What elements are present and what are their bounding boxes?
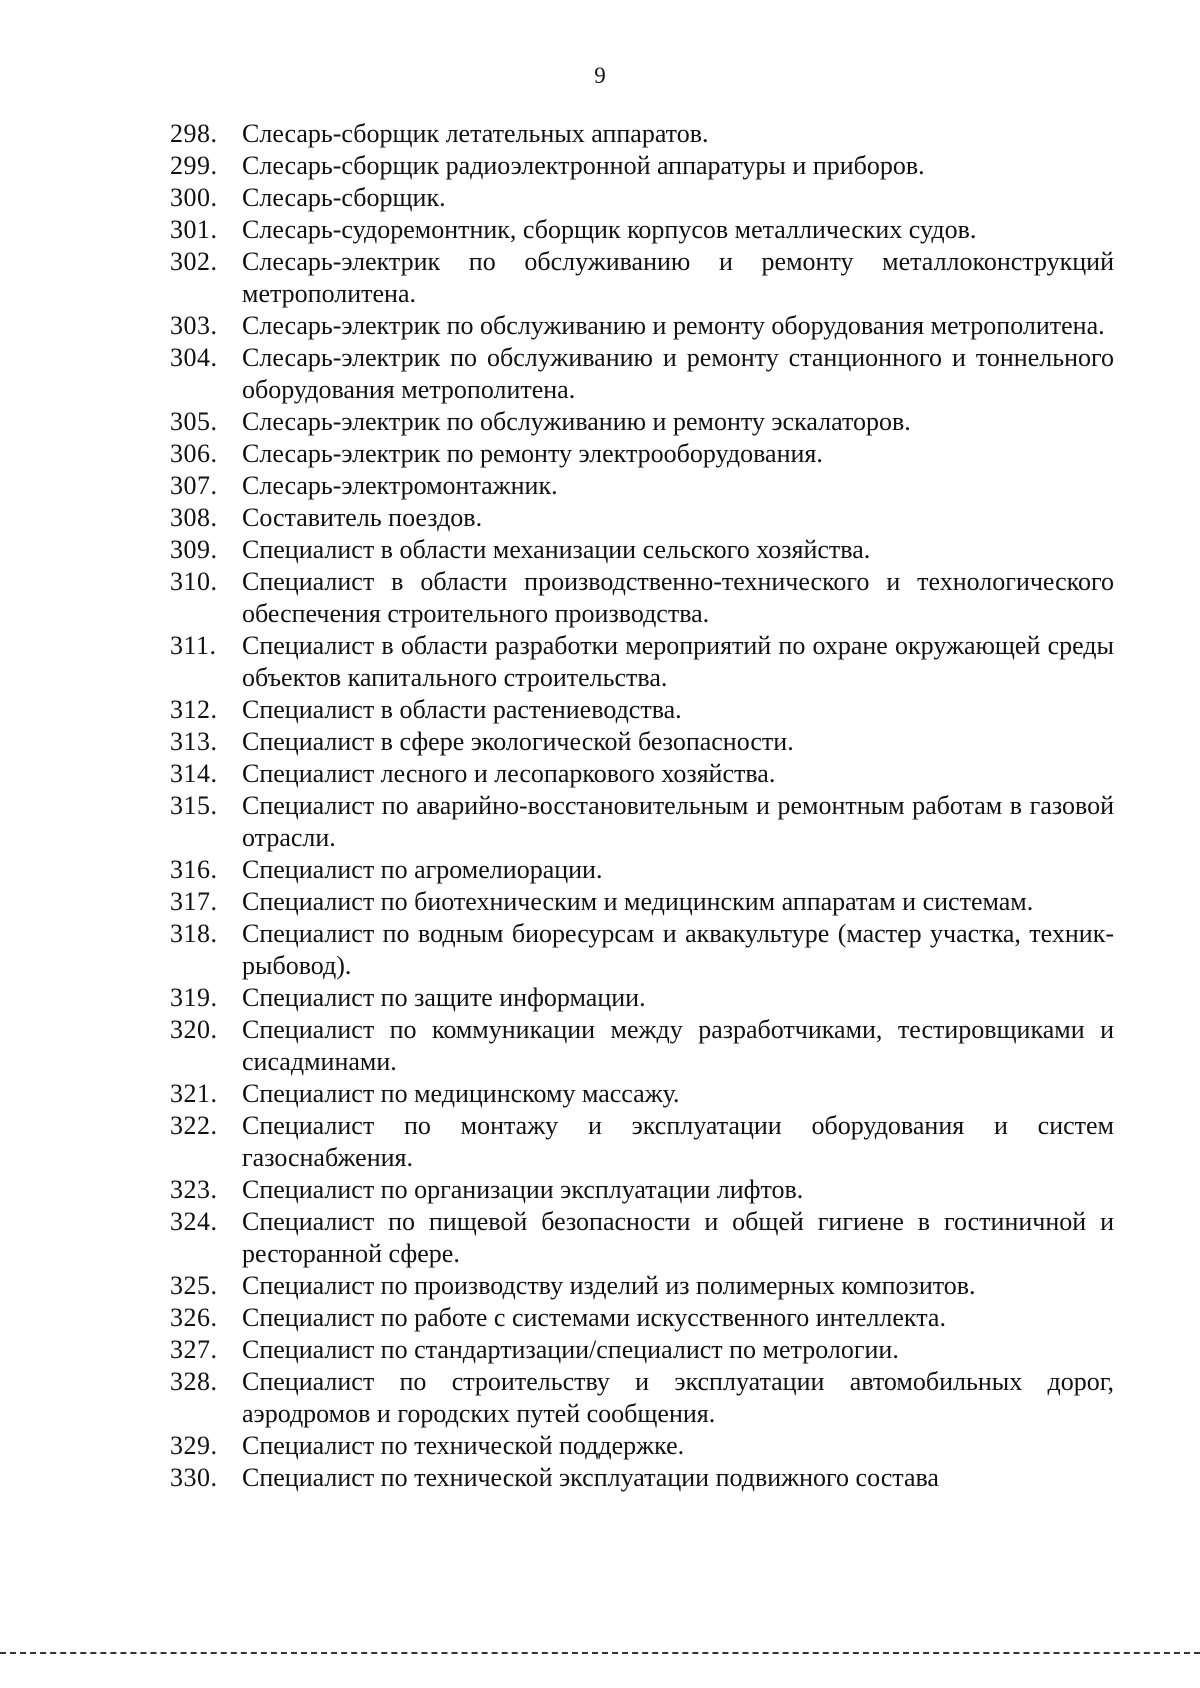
list-item-number: 320. [170,1015,218,1044]
list-item-number: 302. [170,247,218,276]
list-item-number: 301. [170,215,218,244]
list-item-text: Специалист в области разработки мероприятий по охране окружающей среды объектов капитального строительства. [242,631,1114,692]
list-item-text: Специалист в сфере экологической безопасности. [242,727,794,756]
list-item-text: Специалист по стандартизации/специалист по метрологии. [242,1335,899,1364]
list-item-number: 321. [170,1079,218,1108]
list-item-text: Специалист по работе с системами искусственного интеллекта. [242,1303,946,1332]
list-item-text: Специалист в области производственно-технического и технологического обеспечения строительного производства. [242,567,1114,628]
list-item [170,726,1114,758]
list-item-number: 308. [170,503,218,532]
list-item [170,406,1114,438]
list-item-number: 298. [170,119,218,148]
list-item-number: 328. [170,1367,218,1396]
list-item-number: 329. [170,1431,218,1460]
list-item-number: 307. [170,471,218,500]
list-item [170,1462,1114,1494]
list-item [170,918,1114,982]
list-item-number: 322. [170,1111,218,1140]
list-item-text: Специалист по технической поддержке. [242,1431,685,1460]
list-item-number: 304. [170,343,218,372]
list-item-text: Слесарь-судоремонтник, сборщик корпусов металлических судов. [242,215,977,244]
list-item-number: 323. [170,1175,218,1204]
page-number: 9 [594,63,606,88]
list-item-text: Специалист по организации эксплуатации лифтов. [242,1175,804,1204]
list-item-text: Специалист по агромелиорации. [242,855,603,884]
list-item-number: 299. [170,151,218,180]
list-item [170,342,1114,406]
list-item [170,118,1114,150]
list-item [170,566,1114,630]
list-item [170,246,1114,310]
list-item-text: Слесарь-электрик по обслуживанию и ремонту металлоконструкций метрополитена. [242,247,1114,308]
list-item-number: 311. [170,631,217,660]
list-item-number: 310. [170,567,218,596]
list-item [170,1174,1114,1206]
list-item-number: 314. [170,759,218,788]
list-item [170,1110,1114,1174]
list-item [170,790,1114,854]
list-item [170,1206,1114,1270]
list-item [170,1302,1114,1334]
list-item [170,694,1114,726]
list-item-text: Слесарь-электрик по обслуживанию и ремонту эскалаторов. [242,407,911,436]
list-item-number: 313. [170,727,218,756]
list-item-text: Специалист по строительству и эксплуатации автомобильных дорог, аэродромов и городских путей сообщения. [242,1367,1114,1428]
list-item-text: Специалист по защите информации. [242,983,646,1012]
list-item-text: Специалист по водным биоресурсам и аквакультуре (мастер участка, техник-рыбовод). [242,919,1114,980]
list-item-text: Слесарь-сборщик. [242,183,446,212]
list-item [170,310,1114,342]
list-item [170,214,1114,246]
list-item-text: Специалист по монтажу и эксплуатации оборудования и систем газоснабжения. [242,1111,1114,1172]
list-item-text: Специалист в области механизации сельского хозяйства. [242,535,871,564]
list-item-text: Специалист по аварийно-восстановительным и ремонтным работам в газовой отрасли. [242,791,1114,852]
list-item-text: Слесарь-сборщик радиоэлектронной аппаратуры и приборов. [242,151,925,180]
bottom-divider [0,1652,1200,1654]
list-item-text: Специалист по пищевой безопасности и общей гигиене в гостиничной и ресторанной сфере. [242,1207,1114,1268]
list-item [170,534,1114,566]
list-item [170,1366,1114,1430]
list-item-number: 316. [170,855,218,884]
list-item-number: 312. [170,695,218,724]
list-item-number: 306. [170,439,218,468]
list-item-number: 326. [170,1303,218,1332]
list-item-text: Слесарь-сборщик летательных аппаратов. [242,119,709,148]
list-item-number: 315. [170,791,218,820]
list-item [170,1078,1114,1110]
list-item [170,182,1114,214]
list-item [170,1430,1114,1462]
list-item-text: Специалист по биотехническим и медицинским аппаратам и системам. [242,887,1034,916]
list-item-text: Специалист в области растениеводства. [242,695,682,724]
list-item-text: Специалист по производству изделий из полимерных композитов. [242,1271,976,1300]
list-item [170,150,1114,182]
list-item-text: Специалист лесного и лесопаркового хозяйства. [242,759,776,788]
profession-list [170,118,1114,1494]
list-item-number: 300. [170,183,218,212]
list-item-number: 309. [170,535,218,564]
list-item [170,1334,1114,1366]
list-item-text: Составитель поездов. [242,503,483,532]
list-item-text: Слесарь-электрик по обслуживанию и ремонту станционного и тоннельного оборудования метрополитена. [242,343,1114,404]
list-item [170,438,1114,470]
list-item-number: 303. [170,311,218,340]
list-item-number: 330. [170,1463,218,1492]
list-item-text: Специалист по коммуникации между разработчиками, тестировщиками и сисадминами. [242,1015,1114,1076]
list-item-number: 327. [170,1335,218,1364]
list-item [170,1270,1114,1302]
list-item-number: 318. [170,919,218,948]
list-item [170,854,1114,886]
list-item-text: Слесарь-электромонтажник. [242,471,558,500]
list-item-number: 317. [170,887,218,916]
list-item [170,982,1114,1014]
list-item [170,886,1114,918]
list-item [170,758,1114,790]
list-item-number: 305. [170,407,218,436]
list-item-text: Специалист по медицинскому массажу. [242,1079,680,1108]
list-item-number: 319. [170,983,218,1012]
list-item [170,1014,1114,1078]
list-item-number: 325. [170,1271,218,1300]
list-item-text: Специалист по технической эксплуатации подвижного состава [242,1463,939,1492]
list-item-text: Слесарь-электрик по ремонту электрооборудования. [242,439,823,468]
list-item-text: Слесарь-электрик по обслуживанию и ремонту оборудования метрополитена. [242,311,1105,340]
list-item-number: 324. [170,1207,218,1236]
list-item [170,630,1114,694]
list-item [170,470,1114,502]
list-item [170,502,1114,534]
